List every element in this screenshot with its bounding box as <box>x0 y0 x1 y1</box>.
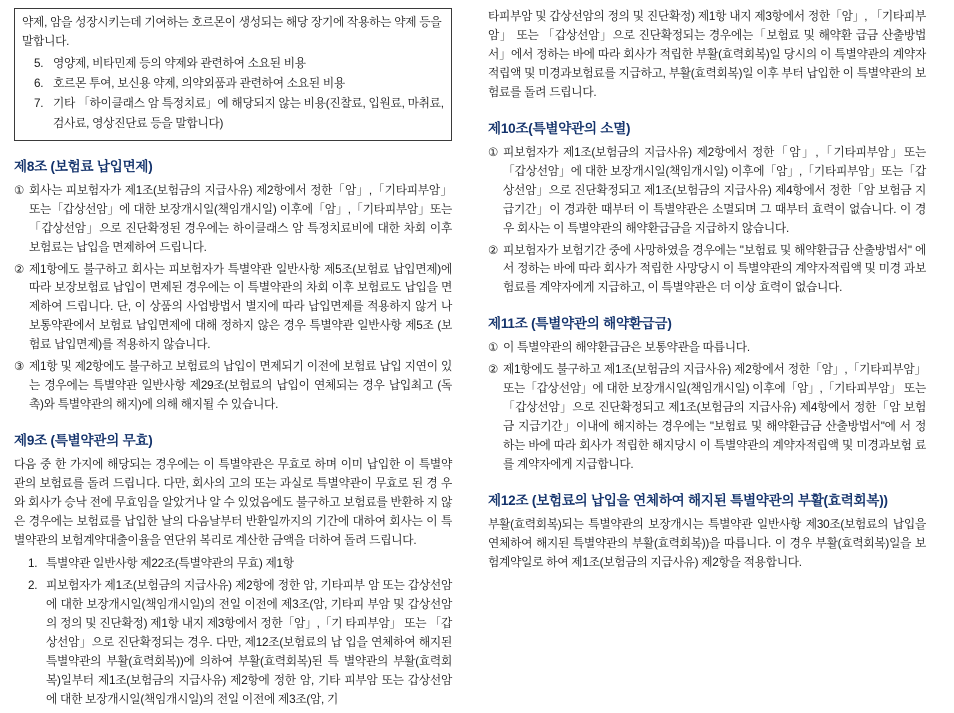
list-text: 기타 「하이클래스 암 특정치료」에 해당되지 않는 비용(진찰료, 입원료, 마취료, <box>53 96 444 110</box>
right-column <box>488 8 926 577</box>
clause-marker: ② <box>14 262 25 276</box>
list-marker: 1. <box>28 556 38 570</box>
clause-line: 「갑상선암」으로 진단확정된 경우에는 하이클래스 암 특정치료비에 대한 차회 이후 <box>29 221 452 235</box>
article-9-list <box>14 555 452 710</box>
clause-text <box>503 361 926 475</box>
para-line: 부활(효력회복)되는 특별약관의 보장개시는 특별약관 일반사항 제30조(보험료의 납입을 <box>488 518 926 532</box>
list-item <box>34 95 444 114</box>
clause-line: 우 회사는 이 특별약관의 해약환급금을 지급하지 않습니다. <box>503 221 789 235</box>
section-heading-article-10: 제10조(특별약관의 소멸) <box>488 120 631 136</box>
para-line: 부터 납입한 이 특별약관의 보험료를 돌려 드립니다. <box>488 66 926 99</box>
clause-marker: ② <box>488 243 499 257</box>
clause-1 <box>488 144 926 239</box>
clause-text <box>503 242 926 299</box>
clause-line: 있는 경우에는 특별약관 일반사항 제29조(보험료의 납입이 연체되는 경우 납입최고 <box>29 360 453 393</box>
list-marker: 7. <box>34 96 44 110</box>
two-column-layout <box>14 8 940 713</box>
para-line: 다음 중 한 가지에 해당되는 경우에는 이 특별약관은 무효로 하며 이미 납입한 이 특별약 <box>14 458 452 472</box>
clause-2 <box>488 361 926 475</box>
clause-line: 제1항에도 불구하고 회사는 피보험자가 특별약관 일반사항 제5조(보험료 납입면제)에 <box>29 262 452 276</box>
list-item <box>28 577 452 710</box>
clause-line: 과보험료를 계약자에게 지급하고, 이 특별약관은 더 이상 효력이 없습니다. <box>503 262 927 295</box>
list-marker <box>34 115 53 134</box>
list-item <box>34 55 444 74</box>
clause-line: 「갑상선암」에 대한 보장개시일(책임개시일) 이후에「암」,「기타피부암」또는「갑 <box>503 164 926 178</box>
clause-line: 나 보통약관에서 보험료 납입면제에 대해 정하지 않은 경우 특별약관 일반사항 제5조 <box>29 300 453 333</box>
clause-line: 료를 계약자에게 지급합니다. <box>503 439 926 472</box>
para-line: 연체하여 해지된 특별약관의 부활(효력회복))을 따릅니다. 이 경우 부활(효력회복)일을 <box>488 537 912 551</box>
list-item <box>28 555 452 574</box>
list-line: 피부암 또는 갑상선암에 대한 보장개시일(책임개시일)의 전일 이전에 제3조(암, 기 <box>46 673 452 706</box>
clause-line: 「갑상선암」으로 진단확정되고 제1조(보험금의 지급사유) 제4항에서 정한「암 보험 <box>503 401 926 415</box>
left-column <box>14 8 452 713</box>
clause-line: 제1항 및 제2항에도 불구하고 보험료의 납입이 면제되기 이전에 보험료 납입 지연이 <box>29 360 438 374</box>
note-box-list <box>22 55 444 134</box>
para-line: 이 특별약관의 보험계약대출이율을 연단위 복리로 계산한 금액을 더하여 돌려 드립니다. <box>14 515 453 547</box>
clause-line: 따라 보장보험료 납입이 면제된 경우에는 이 특별약관의 차회 이후 보험료도 납입을 <box>29 281 438 295</box>
clause-marker: ① <box>488 341 499 355</box>
section-heading-article-12: 제12조 (보험료의 납입을 연체하여 해지된 특별약관의 부활(효력회복)) <box>488 493 888 509</box>
clause-text <box>29 358 452 415</box>
clause-text <box>503 144 926 239</box>
para-line: 「기타피부암」 또는 「갑상선암」으로 진단확정되는 경우에는「보험료 및 해약환 <box>488 10 926 42</box>
list-line: 입을 연체하여 해지된 특별약관의 부활(효력회복))에 의하여 부활(효력회복)된 특 <box>46 635 452 668</box>
clause-line: 하는 바에 따라 회사가 적립한 해지당시 이 특별약관의 계약자적립액 및 미경과보험 <box>503 439 912 453</box>
list-text: 호르몬 투여, 보신용 약제, 의약외품과 관련하여 소요된 비용 <box>53 76 345 90</box>
list-text: 특별약관 일반사항 제22조(특별약관의 무효) 제1항 <box>46 556 294 570</box>
list-item-continuation <box>34 115 444 134</box>
clause-line: 제1항에도 불구하고 제1조(보험금의 지급사유) 제2항에서 정한「암」,「기타피부암」 <box>503 363 926 377</box>
clause-line: 또는「갑상선암」에 대한 보장개시일(책임개시일) 이후에「암」,「기타피부암」또는 <box>29 202 452 216</box>
para-line: 타피부암 및 갑상선암의 정의 및 진단확정) 제1항 내지 제3항에서 정한「암」, <box>488 10 868 23</box>
para-line: 보험계약일로 하여 제1조(보험금의 지급사유) 제2항을 적용합니다. <box>488 537 926 569</box>
clause-2 <box>488 242 926 299</box>
clause-text: 이 특별약관의 해약환급금은 보통약관을 따릅니다. <box>503 341 750 355</box>
clause-line: (보험료 납입면제)를 적용하지 않습니다. <box>29 319 452 352</box>
para-line: 급금 산출방법서」에서 정하는 바에 따라 회사가 적립한 부활(효력회복)일 당시의 <box>488 28 926 61</box>
clause-text <box>29 261 452 356</box>
list-marker: 6. <box>34 76 44 90</box>
clause-1 <box>14 182 452 258</box>
clause-line: (독촉)와 특별약관의 해지)에 의해 해지될 수 있습니다. <box>29 379 453 412</box>
list-line: 피보험자가 제1조(보험금의 지급사유) 제2항에 정한 암, 기타피부 <box>46 578 365 592</box>
list-item <box>34 75 444 94</box>
clause-line: 피보험자가 제1조(보험금의 지급사유) 제2항에서 정한「암」,「기타피부암」또는 <box>503 145 926 159</box>
article-12-body <box>488 516 926 573</box>
clause-line: 피보험자가 보험기간 중에 사망하였을 경우에는 "보험료 및 해약환급금 산출방법서" <box>503 243 912 257</box>
clause-marker: ① <box>488 145 499 159</box>
list-text: 영양제, 비타민제 등의 약제와 관련하여 소요된 비용 <box>53 56 306 70</box>
clause-marker: ② <box>488 363 499 377</box>
clause-line: 급기간」이 경과한 때부터 이 특별약관은 소멸되며 그 때부터 효력이 없습니다. 이 경 <box>503 202 926 216</box>
clause-line: 상선암」으로 진단확정되고 제1조(보험금의 지급사유) 제4항에서 정한「암 보험금 지 <box>503 183 926 197</box>
article-9-body <box>14 456 452 551</box>
list-text: 검사료, 영상진단료 등을 말합니다) <box>53 116 224 130</box>
clause-2 <box>14 261 452 356</box>
clause-1 <box>488 339 926 358</box>
para-line: 우와 회사가 승낙 전에 무효임을 알았거나 알 수 있었음에도 불구하고 보험료를 반환하 <box>14 477 453 510</box>
list-marker: 2. <box>28 578 38 592</box>
clause-line: 보험료는 납입을 면제하여 드립니다. <box>29 240 207 254</box>
list-line: 타피부암」 또는 「갑상선암」으로 진단확정되는 경우. 다만, 제12조(보험료의 납 <box>46 616 452 649</box>
list-marker: 5. <box>34 56 44 70</box>
continued-clause-from-left-column <box>488 8 926 103</box>
clause-line: 금 지급기간」이내에 해지하는 경우에는 "보험료 및 해약환급금 산출방법서"에 서 정 <box>503 420 926 434</box>
clause-text <box>29 182 452 258</box>
clause-line: 에서 정하는 바에 따라 회사가 적립한 사망당시 이 특별약관의 계약자적립액 및 미경 <box>503 243 927 276</box>
list-text <box>46 577 452 710</box>
clause-marker: ③ <box>14 360 25 374</box>
section-heading-article-8: 제8조 (보험료 납입면제) <box>14 158 153 174</box>
para-line: 관의 보험료를 돌려 드립니다. 다만, 회사의 고의 또는 과실로 특별약관이 무효로 된 경 <box>14 477 438 491</box>
para-line: 이 특별약관의 계약자적립액 및 미경과보험료를 지급하고, 부활(효력회복)일 이후 <box>488 47 927 80</box>
list-line: 별약관의 부활(효력회복)일부터 제1조(보험금의 지급사유) 제2항에 정한 암, 기타 <box>46 654 452 687</box>
section-heading-article-11: 제11조 (특별약관의 해약환급금) <box>488 316 672 332</box>
clause-3 <box>14 358 452 415</box>
clause-marker: ① <box>14 183 25 197</box>
list-line: 암 또는 갑상선암에 대한 보장개시일(책임개시일)의 전일 이전에 제3조(암, 기타피 <box>46 578 452 611</box>
note-box-lead: 약제, 암을 성장시키는데 기여하는 호르몬이 생성되는 해당 장기에 작용하는 약제 등을 말합니다. <box>22 16 442 48</box>
clause-line: 또는「갑상선암」에 대한 보장개시일(책임개시일) 이후에「암」,「기타피부암」 또는 <box>503 382 926 396</box>
para-line: 지 않은 경우에는 보험료를 납입한 날의 다음날부터 반환일까지의 기간에 대하여 회사는 <box>14 496 452 529</box>
clause-line: 면제하여 드립니다. 단, 이 상품의 사업방법서 별지에 따라 납입면제를 적용하지 않거 <box>29 281 452 314</box>
note-box <box>14 8 452 141</box>
clause-line: 회사는 피보험자가 제1조(보험금의 지급사유) 제2항에서 정한「암」,「기타피부암」 <box>29 183 452 197</box>
section-heading-article-9: 제9조 (특별약관의 무효) <box>14 433 153 449</box>
list-line: 부암 및 갑상선암의 정의 및 진단확정) 제1항 내지 제3항에서 정한「암」,「기 <box>46 597 452 630</box>
